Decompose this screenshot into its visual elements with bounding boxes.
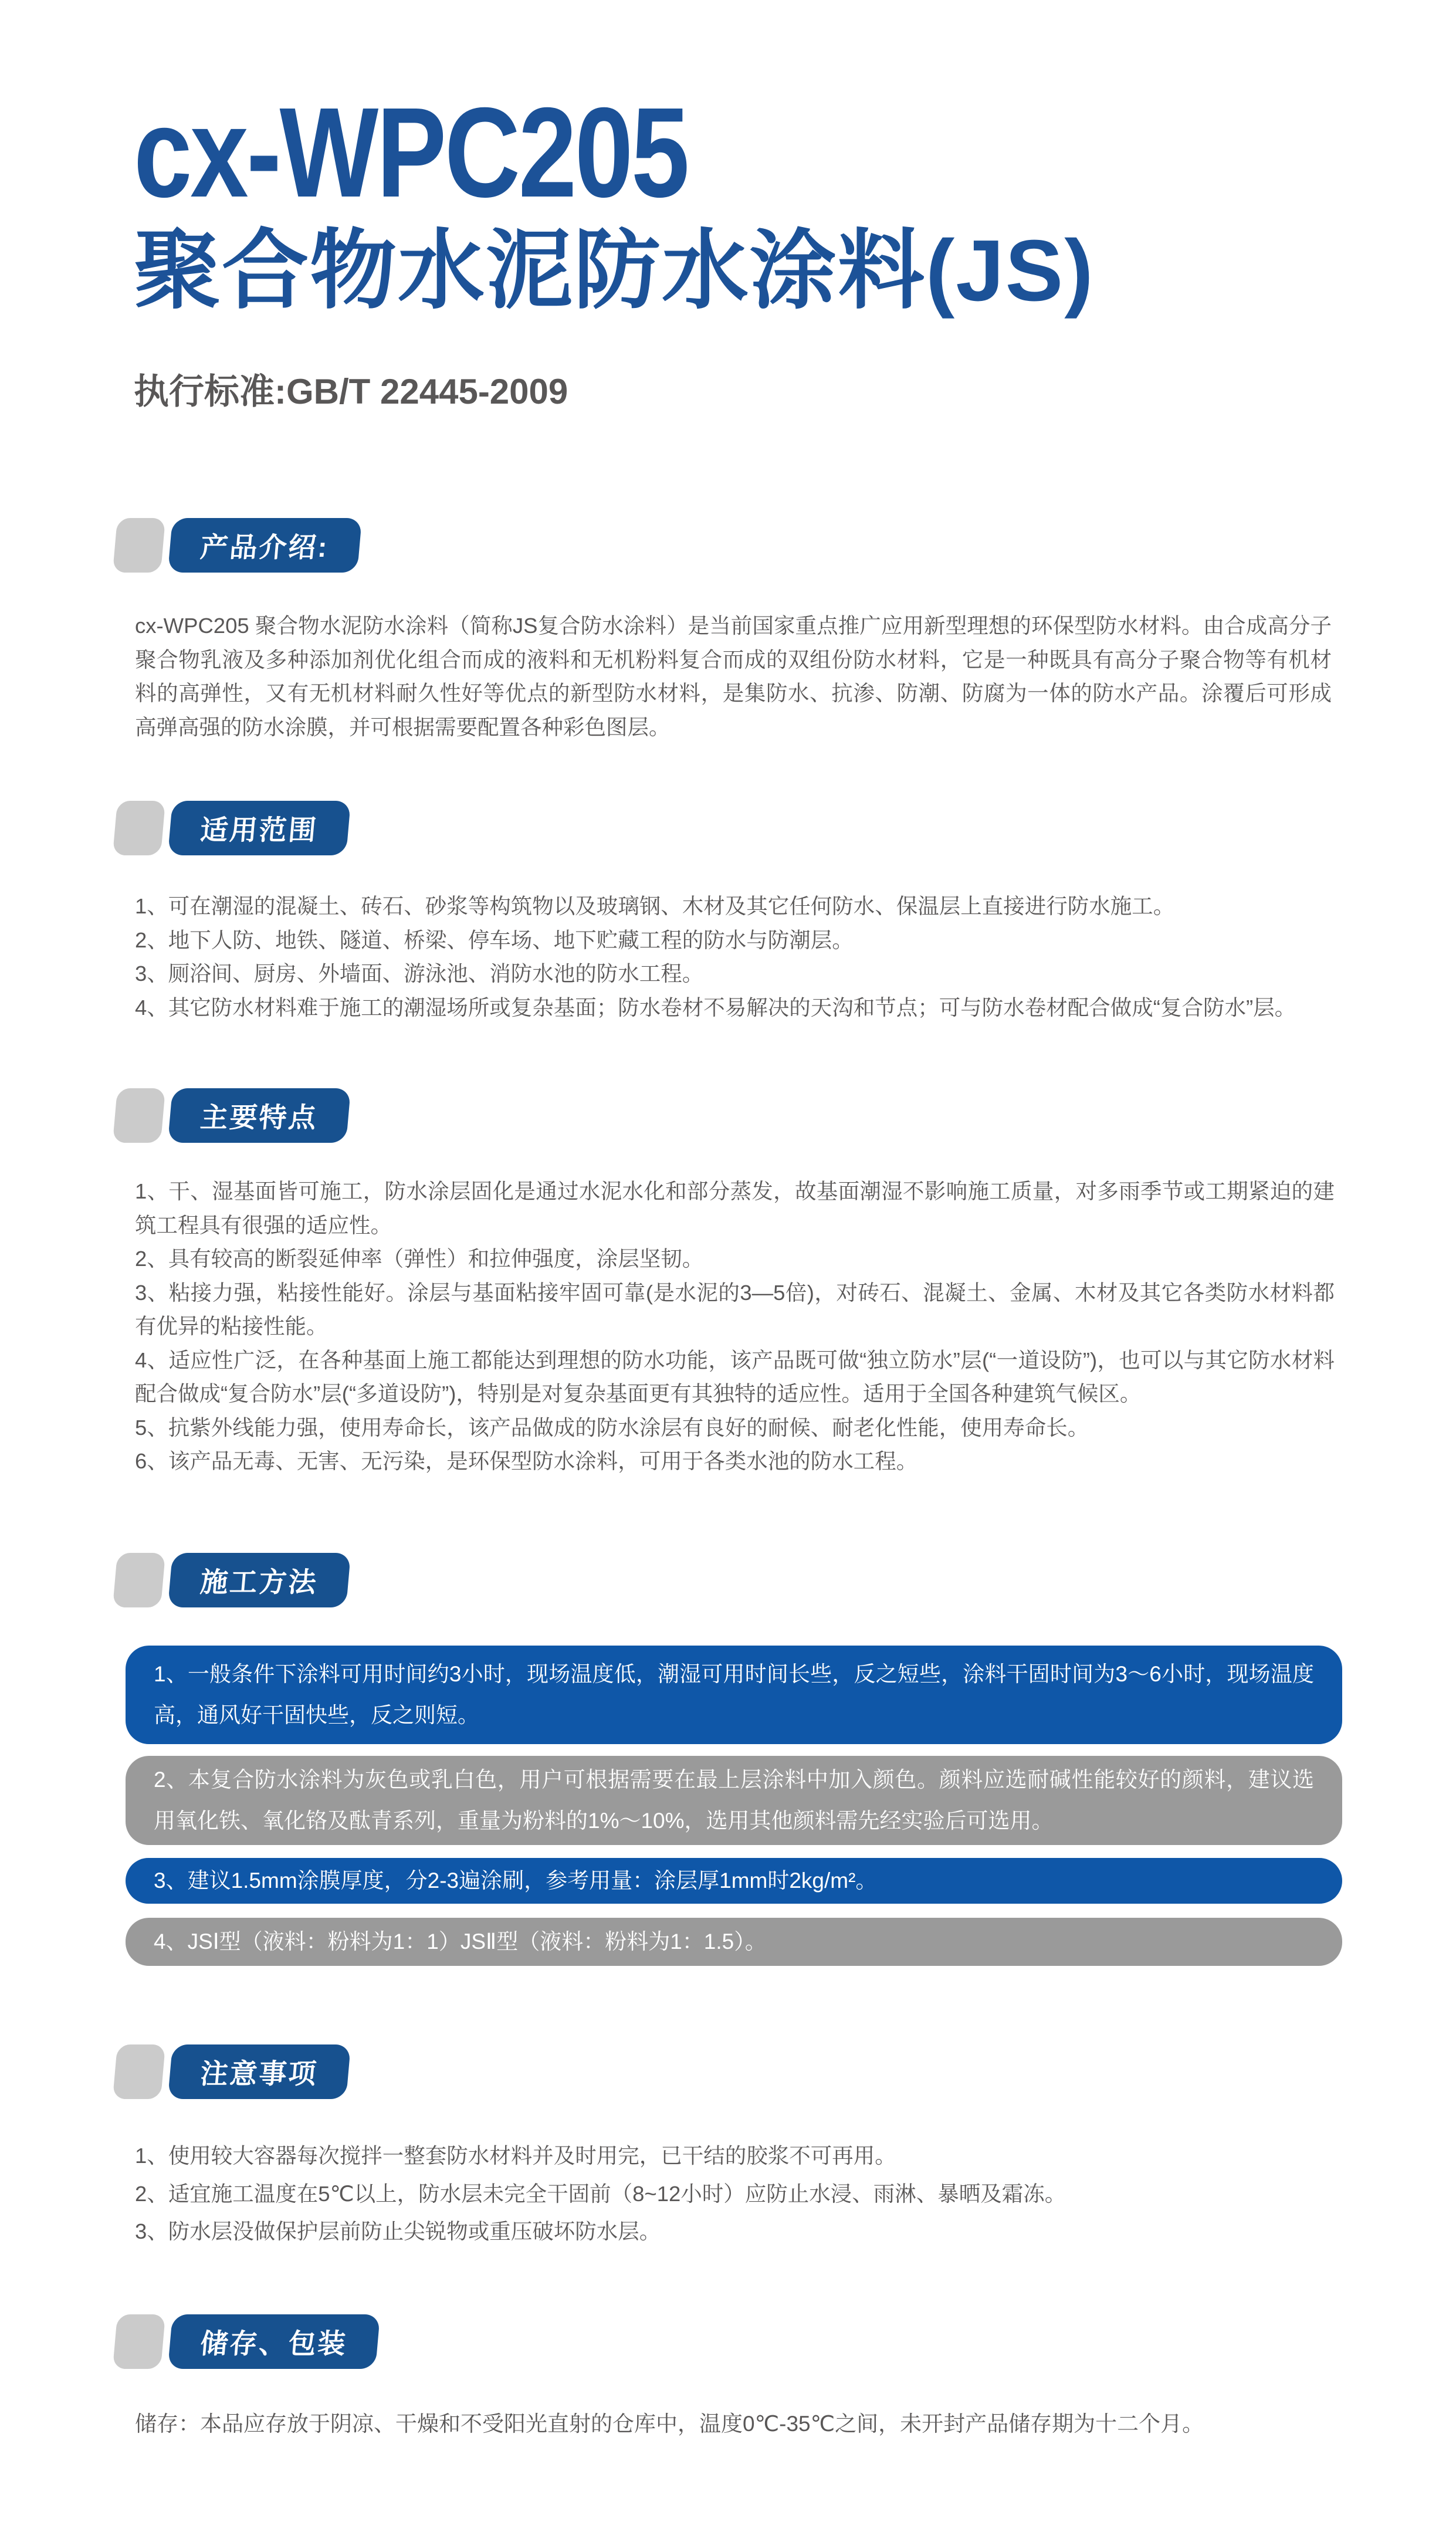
list-item: 3、防水层没做保护层前防止尖锐物或重压破坏防水层。 — [135, 2219, 661, 2243]
notes-list — [135, 2139, 1335, 2253]
section-title-method: 施工方法 — [168, 1553, 351, 1607]
section-tab-decoration — [113, 801, 165, 855]
storage-paragraph: 储存：本品应存放于阴凉、干燥和不受阳光直射的仓库中，温度0℃-35℃之间，未开封产品储存期为十二个月。 — [135, 2412, 1204, 2436]
section-tab-decoration — [113, 1088, 165, 1143]
standard-line: 执行标准:GB/T 22445-2009 — [134, 372, 568, 411]
list-item: 6、该产品无毒、无害、无污染，是环保型防水涂料，可用于各类水池的防水工程。 — [135, 1449, 918, 1473]
method-box-text: 1、一般条件下涂料可用时间约3小时，现场温度低，潮湿可用时间长些，反之短些，涂料干固时间为3～6小时，现场温度高，通风好干固快些，反之则短。 — [154, 1662, 1314, 1727]
section-header-storage — [115, 2314, 378, 2369]
list-item: 2、地下人防、地铁、隧道、桥梁、停车场、地下贮藏工程的防水与防潮层。 — [135, 928, 854, 952]
section-title-intro: 产品介绍: — [168, 518, 362, 573]
section-title-features: 主要特点 — [168, 1088, 351, 1143]
method-box-2 — [126, 1756, 1342, 1845]
section-header-features — [115, 1088, 348, 1143]
list-item: 1、使用较大容器每次搅拌一整套防水材料并及时用完，已干结的胶浆不可再用。 — [135, 2144, 896, 2168]
section-title-scope: 适用范围 — [168, 801, 351, 855]
list-item: 4、适应性广泛，在各种基面上施工都能达到理想的防水功能，该产品既可做“独立防水”层(“一道设防”)，也可以与其它防水材料配合做成“复合防水”层(“多道设防”)，特别是对复杂基面更有其独特的适应性。适用于全国各种建筑气候区。 — [135, 1348, 1335, 1406]
method-box-3 — [126, 1858, 1342, 1904]
page-subtitle: 聚合物水泥防水涂料(JS) — [134, 222, 1095, 319]
section-header-scope — [115, 801, 348, 855]
page-title: cx-WPC205 — [134, 82, 688, 224]
list-item: 5、抗紫外线能力强，使用寿命长，该产品做成的防水涂层有良好的耐候、耐老化性能，使用寿命长。 — [135, 1415, 1089, 1440]
section-title-notes: 注意事项 — [168, 2044, 351, 2099]
list-item: 3、粘接力强，粘接性能好。涂层与基面粘接牢固可靠(是水泥的3—5倍)，对砖石、混凝土、金属、木材及其它各类防水材料都有优异的粘接性能。 — [135, 1280, 1335, 1338]
list-item: 2、适宜施工温度在5℃以上，防水层未完全干固前（8~12小时）应防止水浸、雨淋、暴晒及霜冻。 — [135, 2181, 1066, 2206]
list-item: 3、厕浴间、厨房、外墙面、游泳池、消防水池的防水工程。 — [135, 962, 704, 986]
method-box-text: 4、JSⅠ型（液料：粉料为1：1）JSⅡ型（液料：粉料为1：1.5）。 — [154, 1930, 767, 1954]
section-tab-decoration — [113, 2044, 165, 2099]
scope-list — [135, 889, 1335, 1024]
section-header-notes — [115, 2044, 348, 2099]
section-tab-decoration — [113, 1553, 165, 1607]
section-header-intro — [115, 518, 360, 573]
list-item: 4、其它防水材料难于施工的潮湿场所或复杂基面；防水卷材不易解决的天沟和节点；可与防水卷材配合做成“复合防水”层。 — [135, 995, 1296, 1020]
features-list — [135, 1174, 1335, 1478]
section-header-method — [115, 1553, 348, 1607]
list-item: 1、可在潮湿的混凝土、砖石、砂浆等构筑物以及玻璃钢、木材及其它任何防水、保温层上直接进行防水施工。 — [135, 894, 1175, 918]
method-box-4 — [126, 1918, 1342, 1966]
section-tab-decoration — [113, 518, 165, 573]
method-box-text: 3、建议1.5mm涂膜厚度，分2-3遍涂刷，参考用量：涂层厚1mm时2kg/m²。 — [154, 1868, 878, 1893]
method-box-1 — [126, 1646, 1342, 1744]
list-item: 1、干、湿基面皆可施工，防水涂层固化是通过水泥水化和部分蒸发，故基面潮湿不影响施工质量，对多雨季节或工期紧迫的建筑工程具有很强的适应性。 — [135, 1179, 1335, 1237]
section-tab-decoration — [113, 2314, 165, 2369]
section-title-storage: 储存、包装 — [168, 2314, 380, 2369]
intro-paragraph: cx-WPC205 聚合物水泥防水涂料（简称JS复合防水涂料）是当前国家重点推广应用新型理想的环保型防水材料。由合成高分子聚合物乳液及多种添加剂优化组合而成的液料和无机粉料复合而成的双组份防水材料，它是一种既具有高分子聚合物等有机材料的高弹性，又有无机材料耐久性好等优点的新型防水材料，是集防水、抗渗、防潮、防腐为一体的防水产品。涂覆后可形成高弹高强的防水涂膜，并可根据需要配置各种彩色图层。 — [135, 614, 1332, 739]
method-box-text: 2、本复合防水涂料为灰色或乳白色，用户可根据需要在最上层涂料中加入颜色。颜料应选耐碱性能较好的颜料，建议选用氧化铁、氧化铬及酞青系列，重量为粉料的1%～10%，选用其他颜料需先经实验后可选用。 — [154, 1768, 1314, 1833]
list-item: 2、具有较高的断裂延伸率（弹性）和拉伸强度，涂层坚韧。 — [135, 1247, 704, 1271]
